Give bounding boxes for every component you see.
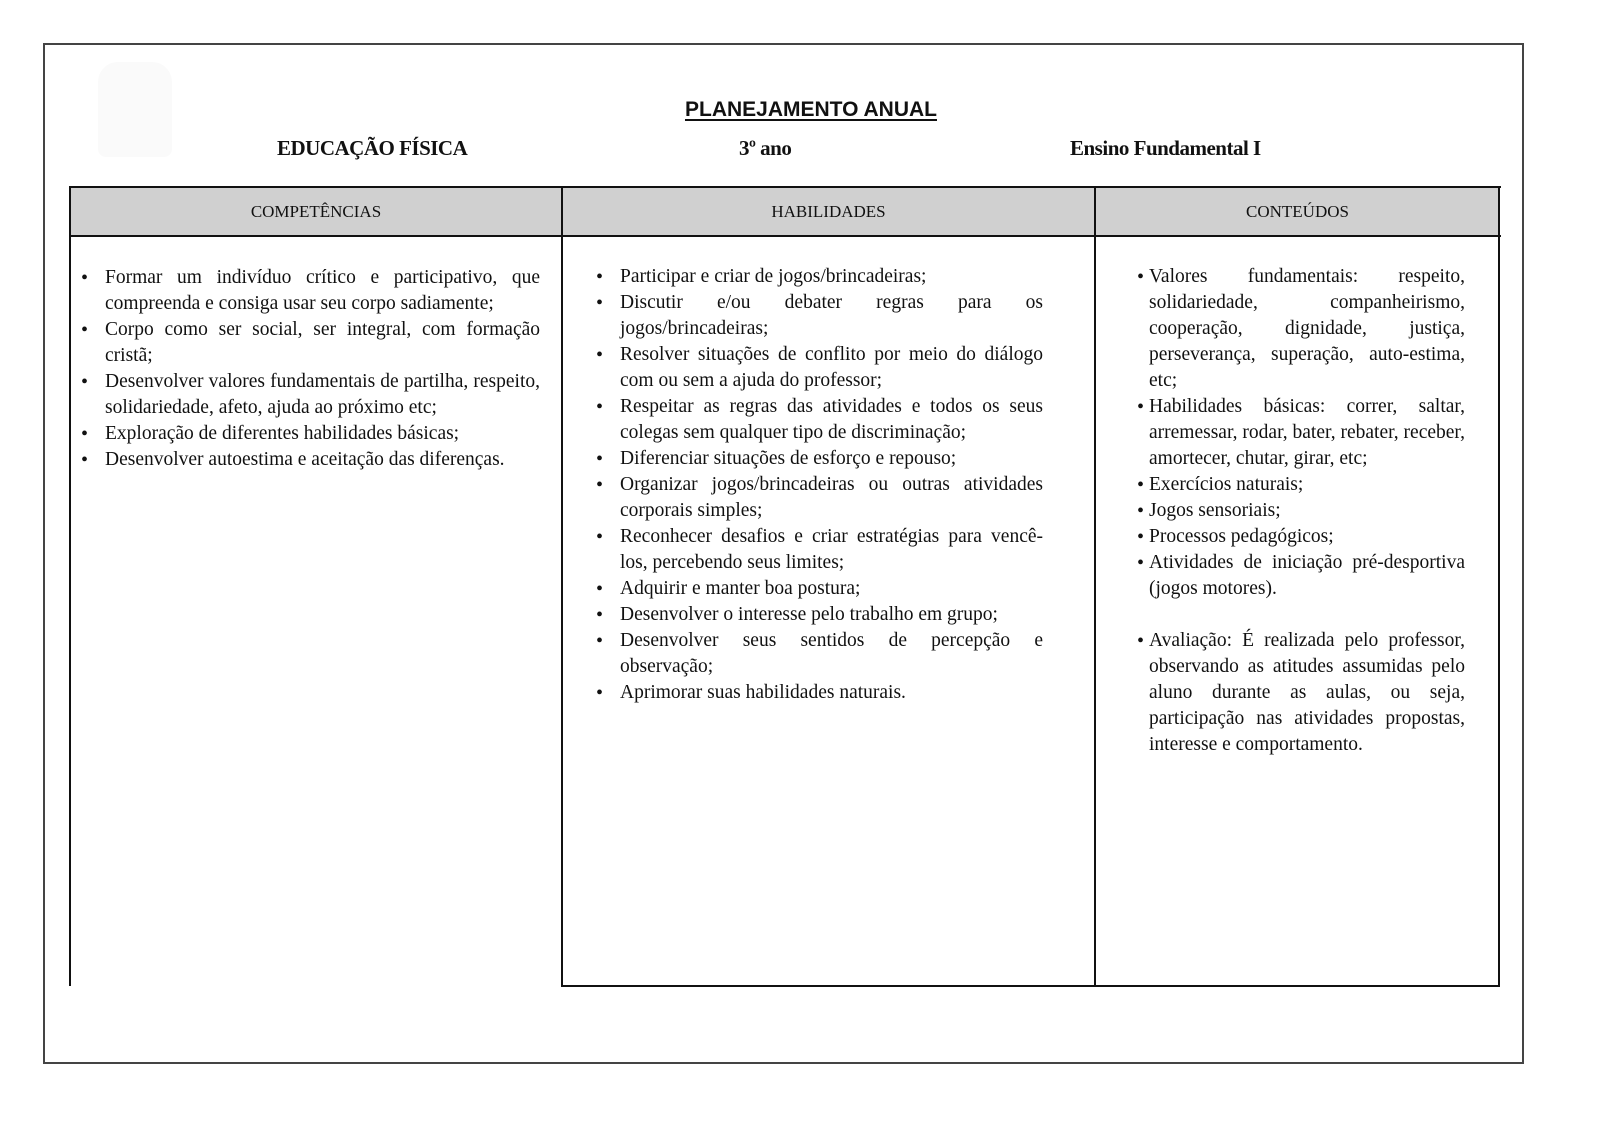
level-label: Ensino Fundamental I xyxy=(1070,136,1261,160)
list-item: • Respeitar as regras das atividades e todos os seus colegas sem qualquer tipo de discriminação; xyxy=(620,394,1043,446)
subject-label: EDUCAÇÃO FÍSICA xyxy=(277,136,468,160)
list-item: • Desenvolver valores fundamentais de partilha, respeito, solidariedade, afeto, ajuda ao próximo etc; xyxy=(105,369,540,421)
list-item: • Corpo como ser social, ser integral, com formação cristã; xyxy=(105,317,540,369)
list-item: • Resolver situações de conflito por meio do diálogo com ou sem a ajuda do professor; xyxy=(620,342,1043,394)
title-text: PLANEJAMENTO ANUAL xyxy=(684,98,937,121)
list-item: • Exercícios naturais; xyxy=(1149,472,1465,498)
column-header-conteudos: CONTEÚDOS xyxy=(1246,202,1349,221)
list-item: • Jogos sensoriais; xyxy=(1149,498,1465,524)
list-item: • Desenvolver seus sentidos de percepção e observação; xyxy=(620,628,1043,680)
list-item: • Exploração de diferentes habilidades básicas; xyxy=(105,421,540,447)
list-item: • Organizar jogos/brincadeiras ou outras atividades corporais simples; xyxy=(620,472,1043,524)
list-item: • Valores fundamentais: respeito, solidariedade, companheirismo, cooperação, dignidade, justiça, perseverança, superação, auto-estima, etc; xyxy=(1149,264,1465,394)
list-item: • Processos pedagógicos; xyxy=(1149,524,1465,550)
table-border-left xyxy=(69,186,71,986)
table-border-right xyxy=(1498,186,1500,987)
list-item: • Desenvolver o interesse pelo trabalho em grupo; xyxy=(620,602,1043,628)
column-divider-2 xyxy=(1094,186,1096,987)
list-item: • Diferenciar situações de esforço e repouso; xyxy=(620,446,1043,472)
list-item: • Habilidades básicas: correr, saltar, arremessar, rodar, bater, rebater, receber, amortecer, chutar, girar, etc; xyxy=(1149,394,1465,472)
list-item: • Desenvolver autoestima e aceitação das diferenças. xyxy=(105,447,540,473)
list-item: • Discutir e/ou debater regras para os jogos/brincadeiras; xyxy=(620,290,1043,342)
conteudos-list xyxy=(1149,264,1465,758)
list-item: • Atividades de iniciação pré-desportiva (jogos motores). xyxy=(1149,550,1465,602)
grade-label: 3º ano xyxy=(739,136,792,160)
list-item: • Participar e criar de jogos/brincadeiras; xyxy=(620,264,1043,290)
list-item: • Formar um indivíduo crítico e participativo, que compreenda e consiga usar seu corpo sadiamente; xyxy=(105,265,540,317)
list-item: • Reconhecer desafios e criar estratégias para vencê-los, percebendo seus limites; xyxy=(620,524,1043,576)
habilidades-list xyxy=(620,264,1043,706)
table-header-divider xyxy=(69,235,1501,237)
page-title xyxy=(0,98,1600,122)
list-item: • Adquirir e manter boa postura; xyxy=(620,576,1043,602)
table-border-top xyxy=(69,186,1501,188)
list-item: • Avaliação: É realizada pelo professor, observando as atitudes assumidas pelo aluno durante as aulas, ou seja, participação nas atividades propostas, interesse e comportamento. xyxy=(1149,628,1465,758)
column-header-habilidades: HABILIDADES xyxy=(771,202,886,221)
list-item: • Aprimorar suas habilidades naturais. xyxy=(620,680,1043,706)
column-divider-1 xyxy=(561,186,563,987)
table-border-bottom xyxy=(561,985,1500,987)
column-header-competencias: COMPETÊNCIAS xyxy=(250,202,382,221)
competencias-list xyxy=(105,265,540,473)
